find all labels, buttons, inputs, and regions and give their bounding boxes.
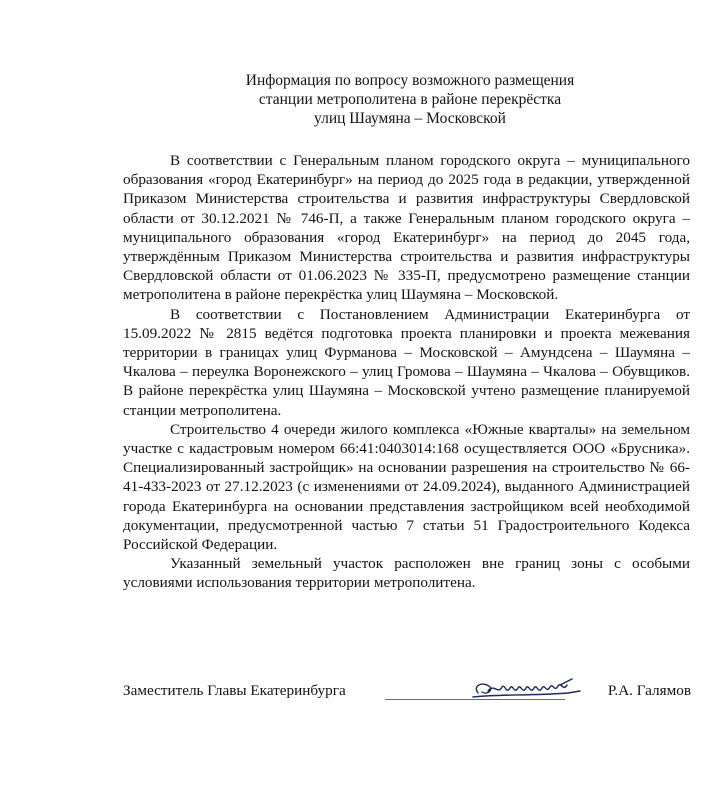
paragraph-4: Указанный земельный участок расположен вне границ зоны с особыми условиями использования территории метрополитена. (123, 555, 690, 592)
signatory-name: Р.А. Галямов (607, 682, 691, 699)
title-line-1: Информация по вопросу возможного размещения (245, 72, 575, 89)
document-body (123, 151, 690, 593)
paragraph-3: Строительство 4 очереди жилого комплекса «Южные кварталы» на земельном участке с кадастровым номером 66:41:0403014:168 осуществляется ООО «Брусника». Специализированный застройщик» на основании разрешения на строительство № 66-41-433-2023 от 27.12.2023 (с изменениями от 24.09.2024), выданного Администрацией города Екатеринбурга на основании представления застройщиком всей необходимой документации, предусмотренной частью 7 статьи 51 Градостроительного Кодекса Российской Федерации. (123, 420, 690, 554)
title-line-3: улиц Шаумяна – Московской (314, 110, 506, 127)
paragraph-1: В соответствии с Генеральным планом городского округа – муниципального образования «город Екатеринбург» на период до 2025 года в редакции, утвержденной Приказом Министерства строительства и развития инфраструктуры Свердловской области от 30.12.2021 № 746-П, а также Генеральным планом городского округа – муниципального образования «город Екатеринбург» на период до 2045 года, утверждённым Приказом Министерства строительства и развития инфраструктуры Свердловской области от 01.06.2023 № 335-П, предусмотрено размещение станции метрополитена в районе перекрёстка улиц Шаумяна – Московской. (123, 152, 690, 304)
signatory-position: Заместитель Главы Екатеринбурга (123, 682, 346, 699)
handwritten-signature (468, 675, 593, 703)
document-title (100, 71, 720, 128)
paragraph-2: В соответствии с Постановлением Администрации Екатеринбурга от 15.09.2022 № 2815 ведётся подготовка проекта планировки и проекта межевания территории в границах улиц Фурманова – Московской – Амундсена – Шаумяна – Чкалова – переулка Воронежского – улиц Громова – Шаумяна – Чкалова – Обувщиков. В районе перекрёстка улиц Шаумяна – Московской учтено размещение планируемой станции метрополитена. (123, 305, 690, 419)
signature-block (123, 681, 691, 705)
title-line-2: станции метрополитена в районе перекрёстка (258, 91, 562, 108)
